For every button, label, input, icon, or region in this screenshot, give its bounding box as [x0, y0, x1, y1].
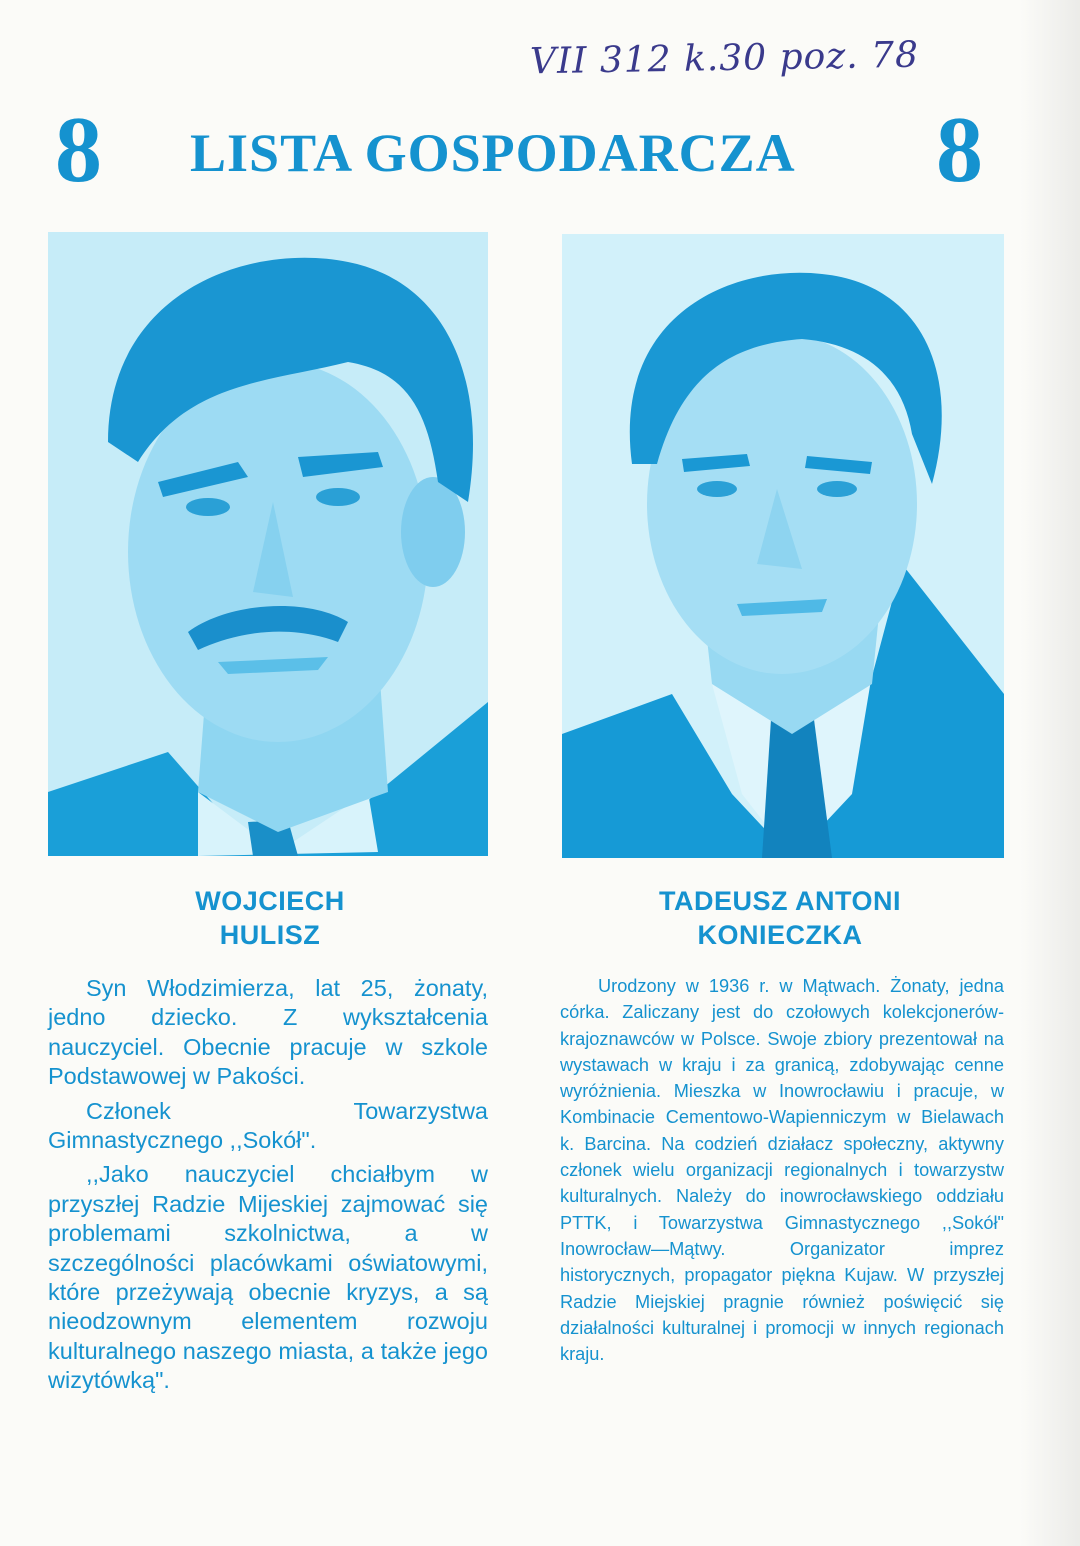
candidate-bio-konieczka — [560, 973, 1004, 1367]
candidate-first-name: WOJCIECH — [195, 886, 345, 916]
list-title: LISTA GOSPODARCZA — [190, 123, 796, 183]
candidate-first-name: TADEUSZ ANTONI — [659, 886, 901, 916]
bio-paragraph: Urodzony w 1936 r. w Mątwach. Żonaty, jedna córka. Zaliczany jest do czołowych kolekcjonerów-krajoznawców w Polsce. Swoje zbiory prezentował na wystawach w kraju i za granicą, zdobywając cenne wyróżnienia. Mieszka w Inowrocławiu i pracuje, w Kombinacie Cementowo-Wapienniczym w Bielawach k. Barcina. Na codzień działacz społeczny, aktywny członek wielu organizacji regionalnych i towarzystw kulturalnych. Należy do inowrocławskiego oddziału PTTK, i Towarzystwa Gimnastycznego ,,Sokół" Inowrocław—Mątwy. Organizator imprez historycznych, propagator piękna Kujaw. W przyszłej Radzie Miejskiej pragnie również poświęcić się działalności kulturalnej i promocji w innych regionach kraju. — [560, 976, 1004, 1365]
candidate-name-hulisz — [100, 884, 440, 952]
candidate-photo-konieczka — [562, 234, 1004, 858]
candidate-last-name: HULISZ — [219, 920, 321, 950]
candidate-photo-hulisz — [48, 232, 488, 856]
list-number-right: 8 — [936, 98, 983, 202]
portrait-man-mustache-icon — [48, 232, 488, 856]
candidate-bio-hulisz — [48, 974, 488, 1396]
list-number-left: 8 — [55, 98, 102, 202]
paper-edge-shadow — [1020, 0, 1080, 1546]
bio-quote: ,,Jako nauczyciel chciałbym w przyszłej Radzie Mijeskiej zajmować się problemami szkolnictwa, a w szczególności placówkami oświatowymi, które przeżywają obecnie kryzys, a są nieodzownym elementem rozwoju kulturalnego naszego miasta, a także jego wizytówką". — [48, 1161, 488, 1394]
bio-paragraph: Członek Towarzystwa Gimnastycznego ,,Sokół". — [48, 1097, 488, 1154]
candidate-name-konieczka — [600, 884, 960, 952]
archive-reference-handwritten: VII 312 k.30 poz. 78 — [529, 34, 920, 83]
bio-paragraph: Syn Włodzimierza, lat 25, żonaty, jedno dziecko. Z wykształcenia nauczyciel. Obecnie pracuje w szkole Podstawowej w Pakości. — [48, 975, 488, 1090]
portrait-man-suit-icon — [562, 234, 1004, 858]
candidate-last-name: KONIECZKA — [697, 920, 863, 950]
